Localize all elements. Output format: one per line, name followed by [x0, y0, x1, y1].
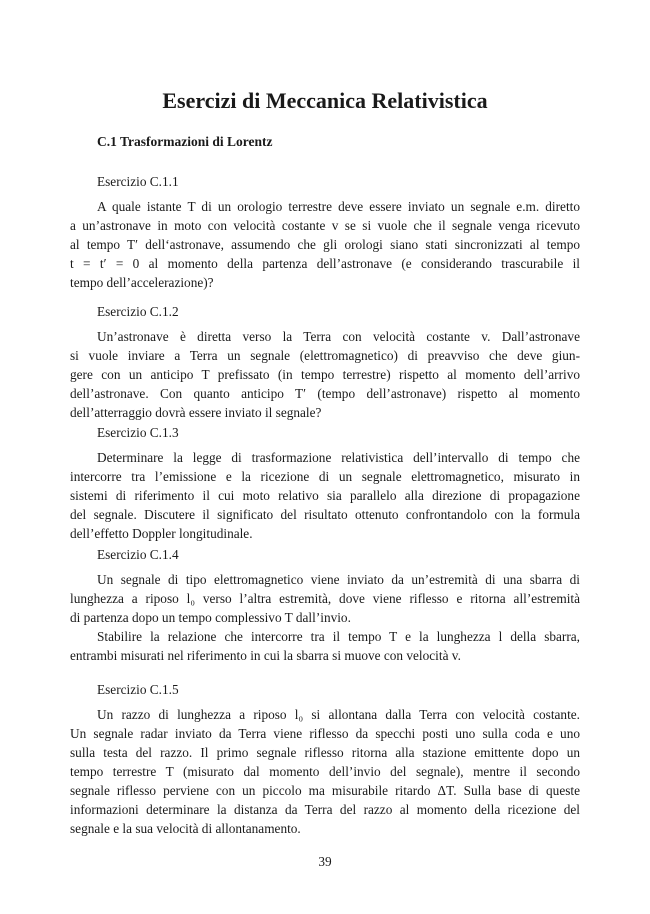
text-line: Un segnale radar inviato da Terra viene riflesso da specchi posti uno sulla coda e uno	[70, 726, 580, 741]
exercise-2	[70, 302, 580, 422]
text-line: dell’astronave. Con quanto anticipo T′ (tempo dell’astronave) rispetto al momento	[70, 386, 580, 401]
text-line: lunghezza a riposo l₀ verso l’altra estremità, dove viene riflesso e ritorna all’estremità	[70, 591, 580, 606]
text-line: informazioni determinare la distanza da Terra del razzo al momento della ricezione del	[70, 802, 580, 817]
exercise-paragraph	[70, 327, 580, 422]
exercise-heading: Esercizio C.1.2	[97, 304, 179, 319]
exercise-paragraph	[70, 705, 580, 838]
exercise-heading: Esercizio C.1.3	[97, 425, 179, 440]
text-line: del segnale. Discutere il significato del risultato ottenuto confrontandolo con la formula	[70, 507, 580, 522]
exercise-paragraph	[70, 448, 580, 543]
text-line: di partenza dopo un tempo complessivo T dall’invio.	[70, 610, 351, 625]
text-line: si vuole inviare a Terra un segnale (elettromagnetico) di preavviso che deve giun-	[70, 348, 580, 363]
exercise-1	[70, 172, 580, 292]
text-line: t = t′ = 0 al momento della partenza dell’astronave (e considerando trascurabile il	[70, 256, 580, 271]
exercise-paragraph	[70, 197, 580, 292]
page-number: 39	[318, 854, 332, 869]
exercise-heading: Esercizio C.1.5	[97, 682, 179, 697]
text-line: intercorre tra l’emissione e la ricezione di un segnale elettromagnetico, misurato in	[70, 469, 580, 484]
text-line: segnale e la sua velocità di allontanamento.	[70, 821, 301, 836]
exercise-paragraph	[70, 570, 580, 627]
text-line: sistemi di riferimento il cui moto relativo sia parallelo alla direzione di propagazione	[70, 488, 580, 503]
exercise-heading: Esercizio C.1.1	[97, 174, 179, 189]
page-title: Esercizi di Meccanica Relativistica	[162, 88, 488, 113]
section-heading: C.1 Trasformazioni di Lorentz	[97, 134, 273, 149]
text-line: tempo terrestre T (misurato dal momento dell’invio del segnale), mentre il secondo	[70, 764, 580, 779]
text-line: gere con un anticipo T prefissato (in tempo terrestre) rispetto al momento dell’arrivo	[70, 367, 580, 382]
exercise-5	[70, 680, 580, 838]
text-line: sulla testa del razzo. Il primo segnale riflesso ritorna alla stazione emittente dopo un	[70, 745, 580, 760]
exercise-heading: Esercizio C.1.4	[97, 547, 179, 562]
text-line: dell’atterraggio dovrà essere inviato il segnale?	[70, 405, 322, 420]
text-line: Un segnale di tipo elettromagnetico viene inviato da un’estremità di una sbarra di	[97, 572, 580, 587]
text-line: entrambi misurati nel riferimento in cui la sbarra si muove con velocità v.	[70, 648, 461, 663]
text-line: segnale riflesso perviene con un piccolo ma misurabile ritardo ΔT. Sulla base di queste	[70, 783, 580, 798]
text-line: Stabilire la relazione che intercorre tra il tempo T e la lunghezza l della sbarra,	[97, 629, 580, 644]
exercise-paragraph	[70, 627, 580, 665]
text-line: tempo dell’accelerazione)?	[70, 275, 214, 290]
text-line: Un razzo di lunghezza a riposo l₀ si allontana dalla Terra con velocità costante.	[97, 707, 580, 722]
text-line: Determinare la legge di trasformazione relativistica dell’intervallo di tempo che	[97, 450, 580, 465]
text-line: dell’effetto Doppler longitudinale.	[70, 526, 253, 541]
exercise-3	[70, 423, 580, 543]
exercise-4	[70, 545, 580, 665]
text-line: A quale istante T di un orologio terrestre deve essere inviato un segnale e.m. diretto	[97, 199, 580, 214]
text-line: al tempo T′ dell‘astronave, assumendo che gli orologi siano stati sincronizzati al tempo	[70, 237, 580, 252]
text-line: a un’astronave in moto con velocità costante v se si vuole che il segnale venga ricevuto	[70, 218, 580, 233]
text-line: Un’astronave è diretta verso la Terra con velocità costante v. Dall’astronave	[97, 329, 580, 344]
